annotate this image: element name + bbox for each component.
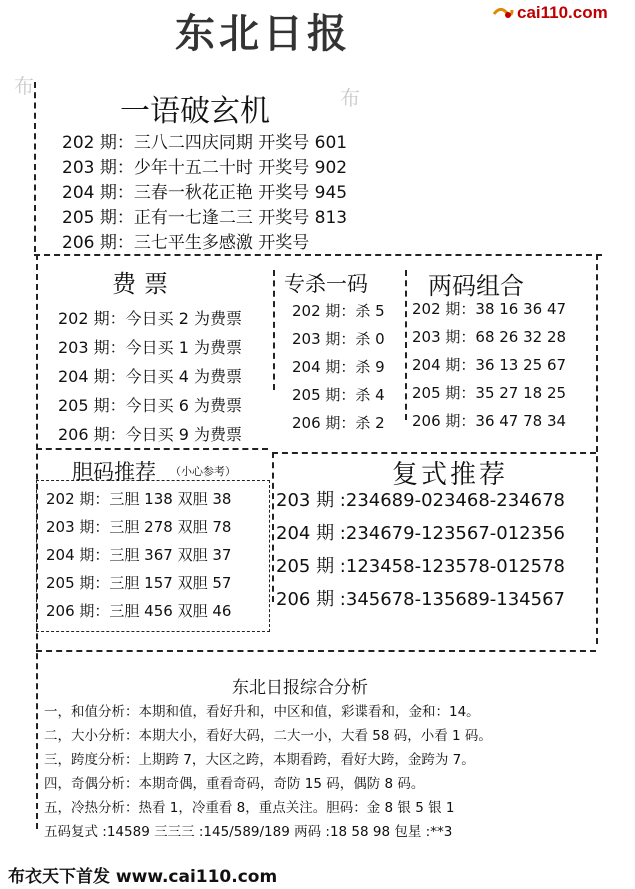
liangma-row: 202 期：38 16 36 47 (412, 300, 567, 318)
watermark: 布 (340, 86, 360, 110)
brand-logo-icon (492, 5, 514, 19)
fushi-row: 206 期 :345678-135689-134567 (276, 589, 565, 610)
site-brand[interactable] (492, 3, 608, 23)
feipiao-row: 204 期：今日买 4 为费票 (58, 367, 242, 386)
danma-row: 204 期：三胆 367 双胆 37 (46, 546, 232, 564)
liangma-row: 206 期：36 47 78 34 (412, 412, 567, 430)
zhuansha-row: 206 期：杀 2 (292, 414, 385, 432)
danma-divider-top (36, 448, 268, 450)
zhuansha-row: 204 期：杀 9 (292, 358, 385, 376)
fushi-row: 203 期 :234689-023468-234678 (276, 490, 565, 511)
fushi-list (276, 486, 565, 618)
zhuansha-row: 205 期：杀 4 (292, 386, 385, 404)
zhuansha-list (292, 300, 385, 440)
liangma-row: 205 期：35 27 18 25 (412, 384, 567, 402)
danma-title: 胆码推荐 (72, 460, 156, 484)
danma-row: 203 期：三胆 278 双胆 78 (46, 518, 232, 536)
liangma-row: 203 期：68 26 32 28 (412, 328, 567, 346)
danma-row: 206 期：三胆 456 双胆 46 (46, 602, 232, 620)
footer-brand[interactable]: 布衣天下首发 www.cai110.com (8, 867, 278, 887)
danma-list (46, 488, 231, 628)
analysis-line: 二，大小分析：本期大小，看好大码，二大一小，大看 58 码，小看 1 码。 (44, 728, 492, 744)
feipiao-row: 206 期：今日买 9 为费票 (58, 425, 242, 444)
zhuansha-row: 203 期：杀 0 (292, 330, 385, 348)
feipiao-row: 205 期：今日买 6 为费票 (58, 396, 242, 415)
analysis-line: 五，冷热分析：热看 1，冷重看 8，重点关注。胆码：金 8 银 5 银 1 (44, 800, 455, 816)
analysis-line: 一，和值分析：本期和值，看好升和，中区和值，彩谍看和，金和：14。 (44, 704, 480, 720)
danma-row: 202 期：三胆 138 双胆 38 (46, 490, 232, 508)
frame-divider (34, 254, 602, 256)
fushi-row: 205 期 :123458-123578-012578 (276, 556, 565, 577)
fushi-row: 204 期 :234679-123567-012356 (276, 523, 565, 544)
feipiao-title: 费票 (112, 270, 176, 298)
yiyu-row: 205 期：正有一七逢二三 开奖号 813 (62, 208, 348, 228)
analysis-list (44, 700, 492, 844)
yiyu-title: 一语破玄机 (120, 94, 270, 129)
danma-row: 205 期：三胆 157 双胆 57 (46, 574, 232, 592)
zhuansha-divider-left (273, 270, 275, 390)
site-brand-text: cai110.com (517, 3, 608, 22)
analysis-line: 四，奇偶分析：本期奇偶，重看奇码，奇防 15 码，偶防 8 码。 (44, 776, 425, 792)
zhuansha-title: 专杀一码 (284, 272, 368, 296)
danma-note: （小心参考） (170, 465, 236, 478)
frame-left (34, 82, 36, 252)
yiyu-row: 204 期：三春一秋花正艳 开奖号 945 (62, 183, 348, 203)
liangma-title: 两码组合 (428, 272, 524, 300)
feipiao-row: 202 期：今日买 2 为费票 (58, 309, 242, 328)
newspaper-title: 东北日报 (175, 10, 351, 57)
yiyu-row: 203 期：少年十五二十时 开奖号 902 (62, 158, 348, 178)
frame-right (596, 254, 598, 644)
fushi-divider-left (272, 452, 274, 602)
yiyu-row: 202 期：三八二四庆同期 开奖号 601 (62, 133, 348, 153)
analysis-title: 东北日报综合分析 (232, 678, 368, 698)
yiyu-row: 206 期：三七平生多感激 开奖号 (62, 233, 310, 253)
fushi-title: 复式推荐 (392, 460, 509, 490)
yiyu-list (62, 128, 347, 253)
feipiao-list (58, 306, 242, 451)
frame-divider-lower (36, 650, 596, 652)
analysis-line: 三，跨度分析：上期跨 7，大区之跨，本期看跨，看好大跨，金跨为 7。 (44, 752, 475, 768)
watermark: 布 (14, 74, 34, 98)
liangma-row: 204 期：36 13 25 67 (412, 356, 567, 374)
liangma-list (412, 298, 566, 438)
zhuansha-row: 202 期：杀 5 (292, 302, 385, 320)
liangma-divider-left (405, 270, 407, 420)
feipiao-row: 203 期：今日买 1 为费票 (58, 338, 242, 357)
analysis-line: 五码复式 :14589 三三三 :145/589/189 两码 :18 58 98 包星 :**3 (44, 824, 453, 840)
